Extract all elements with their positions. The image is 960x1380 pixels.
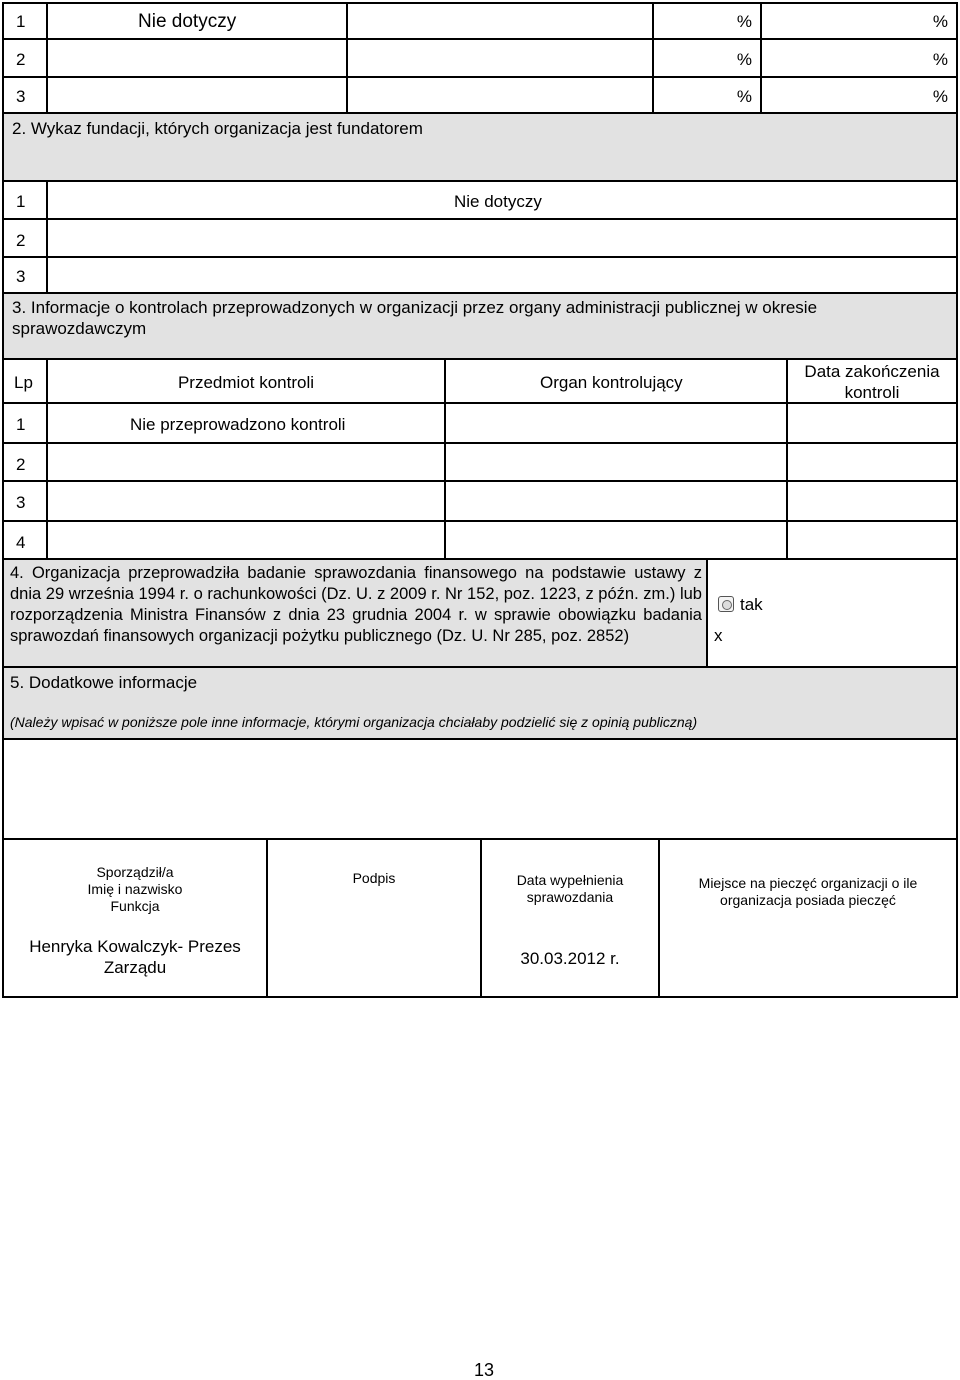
row-number: 4: [16, 533, 26, 552]
table-header-cell: [46, 358, 446, 404]
control-subject: Nie przeprowadzono kontroli: [130, 415, 346, 434]
table-cell: [2, 180, 48, 220]
table-cell: [46, 442, 446, 482]
table-cell: [2, 402, 48, 444]
table-cell: [652, 2, 762, 40]
percent-unit: %: [736, 50, 752, 69]
row-number: 3: [16, 267, 26, 286]
prepared-by-value: Henryka Kowalczyk- Prezes Zarządu: [29, 937, 241, 977]
prepared-by-label: Sporządził/a Imię i nazwisko Funkcja: [87, 864, 183, 914]
date-cell: [480, 838, 660, 998]
table-cell: [46, 520, 446, 560]
signature-label: Podpis: [352, 870, 396, 886]
table-cell: [760, 76, 958, 114]
column-header-lp: Lp: [14, 373, 33, 392]
stamp-cell: [658, 838, 958, 998]
table-cell: [346, 2, 654, 40]
row-number: 2: [16, 50, 26, 69]
table-cell: [46, 38, 348, 78]
table-cell: [786, 402, 958, 444]
section-heading: 3. Informacje o kontrolach przeprowadzonych w organizacji przez organy administracji publicznej w okresie sprawozdawczym: [12, 298, 818, 338]
table-cell: [2, 76, 48, 114]
table-cell: [2, 38, 48, 78]
foundation-value: Nie dotyczy: [454, 192, 542, 211]
table-cell: [444, 520, 788, 560]
table-cell: [2, 256, 48, 294]
fill-date-label: Data wypełnienia sprawozdania: [516, 872, 624, 905]
section3-heading-box: [2, 292, 958, 360]
percent-unit: %: [736, 12, 752, 31]
table-cell: [444, 442, 788, 482]
section4-answer-box: [706, 558, 958, 668]
column-header-date: Data zakończenia kontroli: [804, 362, 940, 402]
section-heading: 2. Wykaz fundacji, których organizacja jest fundatorem: [12, 119, 423, 138]
table-cell: [2, 218, 48, 258]
table-cell: [760, 2, 958, 40]
percent-unit: %: [736, 87, 752, 106]
row-number: 2: [16, 455, 26, 474]
table-cell: [46, 402, 446, 444]
column-header-organ: Organ kontrolujący: [540, 373, 683, 392]
table-header-cell: [2, 358, 48, 404]
table-cell: [46, 180, 958, 220]
name-value: Nie dotyczy: [138, 11, 237, 32]
section5-heading-box: [2, 666, 958, 740]
additional-info-field[interactable]: [2, 738, 958, 840]
stamp-label: Miejsce na pieczęć organizacji o ile organizacja posiada pieczęć: [698, 875, 918, 908]
table-cell: [2, 442, 48, 482]
section-note: (Należy wpisać w poniższe pole inne informacje, którymi organizacja chciałaby podzielić się z opinią publiczną): [10, 714, 698, 730]
selected-mark: x: [714, 626, 723, 645]
section2-heading-box: [2, 112, 958, 182]
section-heading: 5. Dodatkowe informacje: [10, 673, 198, 692]
row-number: 1: [16, 12, 26, 31]
table-cell: [786, 520, 958, 560]
row-number: 1: [16, 415, 26, 434]
table-cell: [46, 76, 348, 114]
table-cell: [444, 402, 788, 444]
section4-question-box: [2, 558, 708, 668]
table-cell: [444, 480, 788, 522]
column-header-subject: Przedmiot kontroli: [177, 373, 315, 392]
signature-cell: [266, 838, 482, 998]
page-number: 13: [474, 1360, 495, 1380]
percent-unit: %: [932, 50, 948, 69]
radio-yes-icon[interactable]: [718, 596, 734, 612]
row-number: 3: [16, 87, 26, 106]
fill-date-value: 30.03.2012 r.: [520, 949, 620, 968]
table-cell: [46, 256, 958, 294]
table-cell: [46, 218, 958, 258]
percent-unit: %: [932, 87, 948, 106]
row-number: 1: [16, 192, 26, 211]
option-yes-label: tak: [740, 595, 763, 614]
table-cell: [46, 480, 446, 522]
table-cell: [760, 38, 958, 78]
table-cell: [786, 480, 958, 522]
table-cell: [346, 76, 654, 114]
table-cell: [346, 38, 654, 78]
table-cell: [652, 38, 762, 78]
row-number: 3: [16, 493, 26, 512]
table-header-cell: [786, 358, 958, 404]
table-cell: [2, 480, 48, 522]
table-cell: [2, 520, 48, 560]
table-header-cell: [444, 358, 788, 404]
audit-question: 4. Organizacja przeprowadziła badanie sprawozdania finansowego na podstawie ustawy z dnia 29 września 1994 r. o rachunkowości (Dz. U. z 2009 r. Nr 152, poz. 1223, z późn. zm.) lub rozporządzenia Ministra Finansów z dnia 23 grudnia 2004 r. w sprawie obowiązku badania sprawozdań finansowych organizacji pożytku publicznego (Dz. U. Nr 285, poz. 2852): [10, 564, 702, 645]
prepared-by-cell: [2, 838, 268, 998]
row-number: 2: [16, 231, 26, 250]
percent-unit: %: [932, 12, 948, 31]
table-cell: [46, 2, 348, 40]
table-cell: [786, 442, 958, 482]
table-cell: [2, 2, 48, 40]
table-cell: [652, 76, 762, 114]
